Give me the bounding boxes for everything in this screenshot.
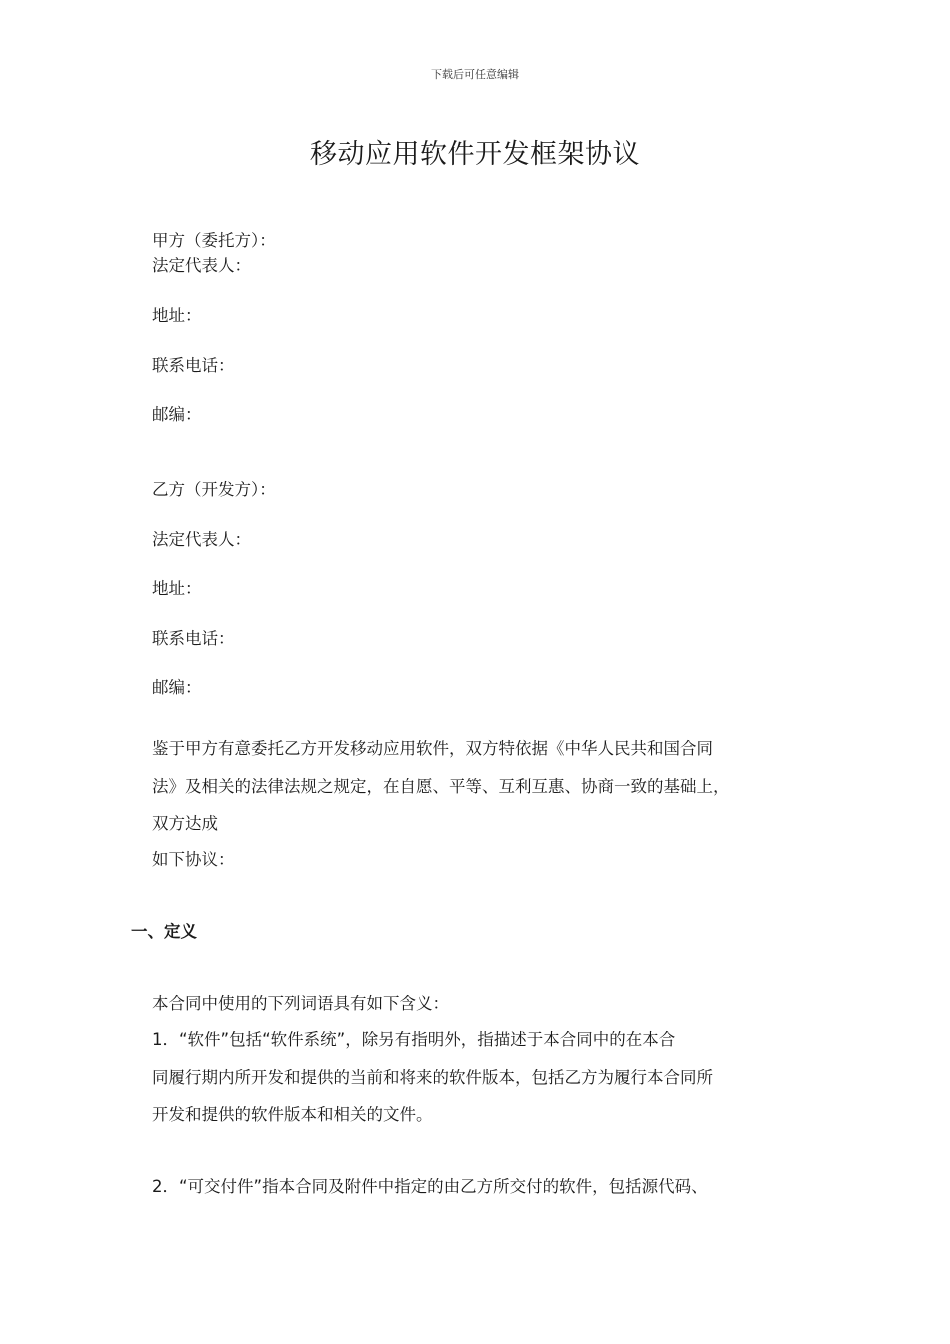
party-a-heading: 甲方（委托方）： xyxy=(152,231,276,250)
party-b-legal-rep: 法定代表人： xyxy=(152,530,251,549)
header-note: 下载后可任意编辑 xyxy=(431,68,519,81)
party-b-postcode: 邮编： xyxy=(152,678,202,697)
party-a-legal-rep: 法定代表人： xyxy=(152,256,251,275)
party-b-phone: 联系电话： xyxy=(152,629,235,648)
preamble-line: 如下协议： xyxy=(152,850,235,869)
section-heading-definitions: 一、定义 xyxy=(131,922,197,941)
preamble-line: 鉴于甲方有意委托乙方开发移动应用软件，双方特依据《中华人民共和国合同 xyxy=(152,739,713,758)
party-b-heading: 乙方（开发方）： xyxy=(152,480,276,499)
party-a-phone: 联系电话： xyxy=(152,356,235,375)
clause-line: 开发和提供的软件版本和相关的文件。 xyxy=(152,1105,433,1124)
clause-line: 1．“软件”包括“软件系统”，除另有指明外，指描述于本合同中的在本合 xyxy=(152,1030,676,1049)
party-b-address: 地址： xyxy=(152,579,202,598)
party-a-address: 地址： xyxy=(152,306,202,325)
preamble-line: 双方达成 xyxy=(152,814,218,833)
party-a-postcode: 邮编： xyxy=(152,405,202,424)
document-title: 移动应用软件开发框架协议 xyxy=(310,139,640,170)
clause-line: 2．“可交付件”指本合同及附件中指定的由乙方所交付的软件，包括源代码、 xyxy=(152,1177,708,1196)
clause-line: 同履行期内所开发和提供的当前和将来的软件版本，包括乙方为履行本合同所 xyxy=(152,1068,713,1087)
section-intro: 本合同中使用的下列词语具有如下含义： xyxy=(152,994,449,1013)
preamble-line: 法》及相关的法律法规之规定，在自愿、平等、互利互惠、协商一致的基础上， xyxy=(152,777,730,796)
